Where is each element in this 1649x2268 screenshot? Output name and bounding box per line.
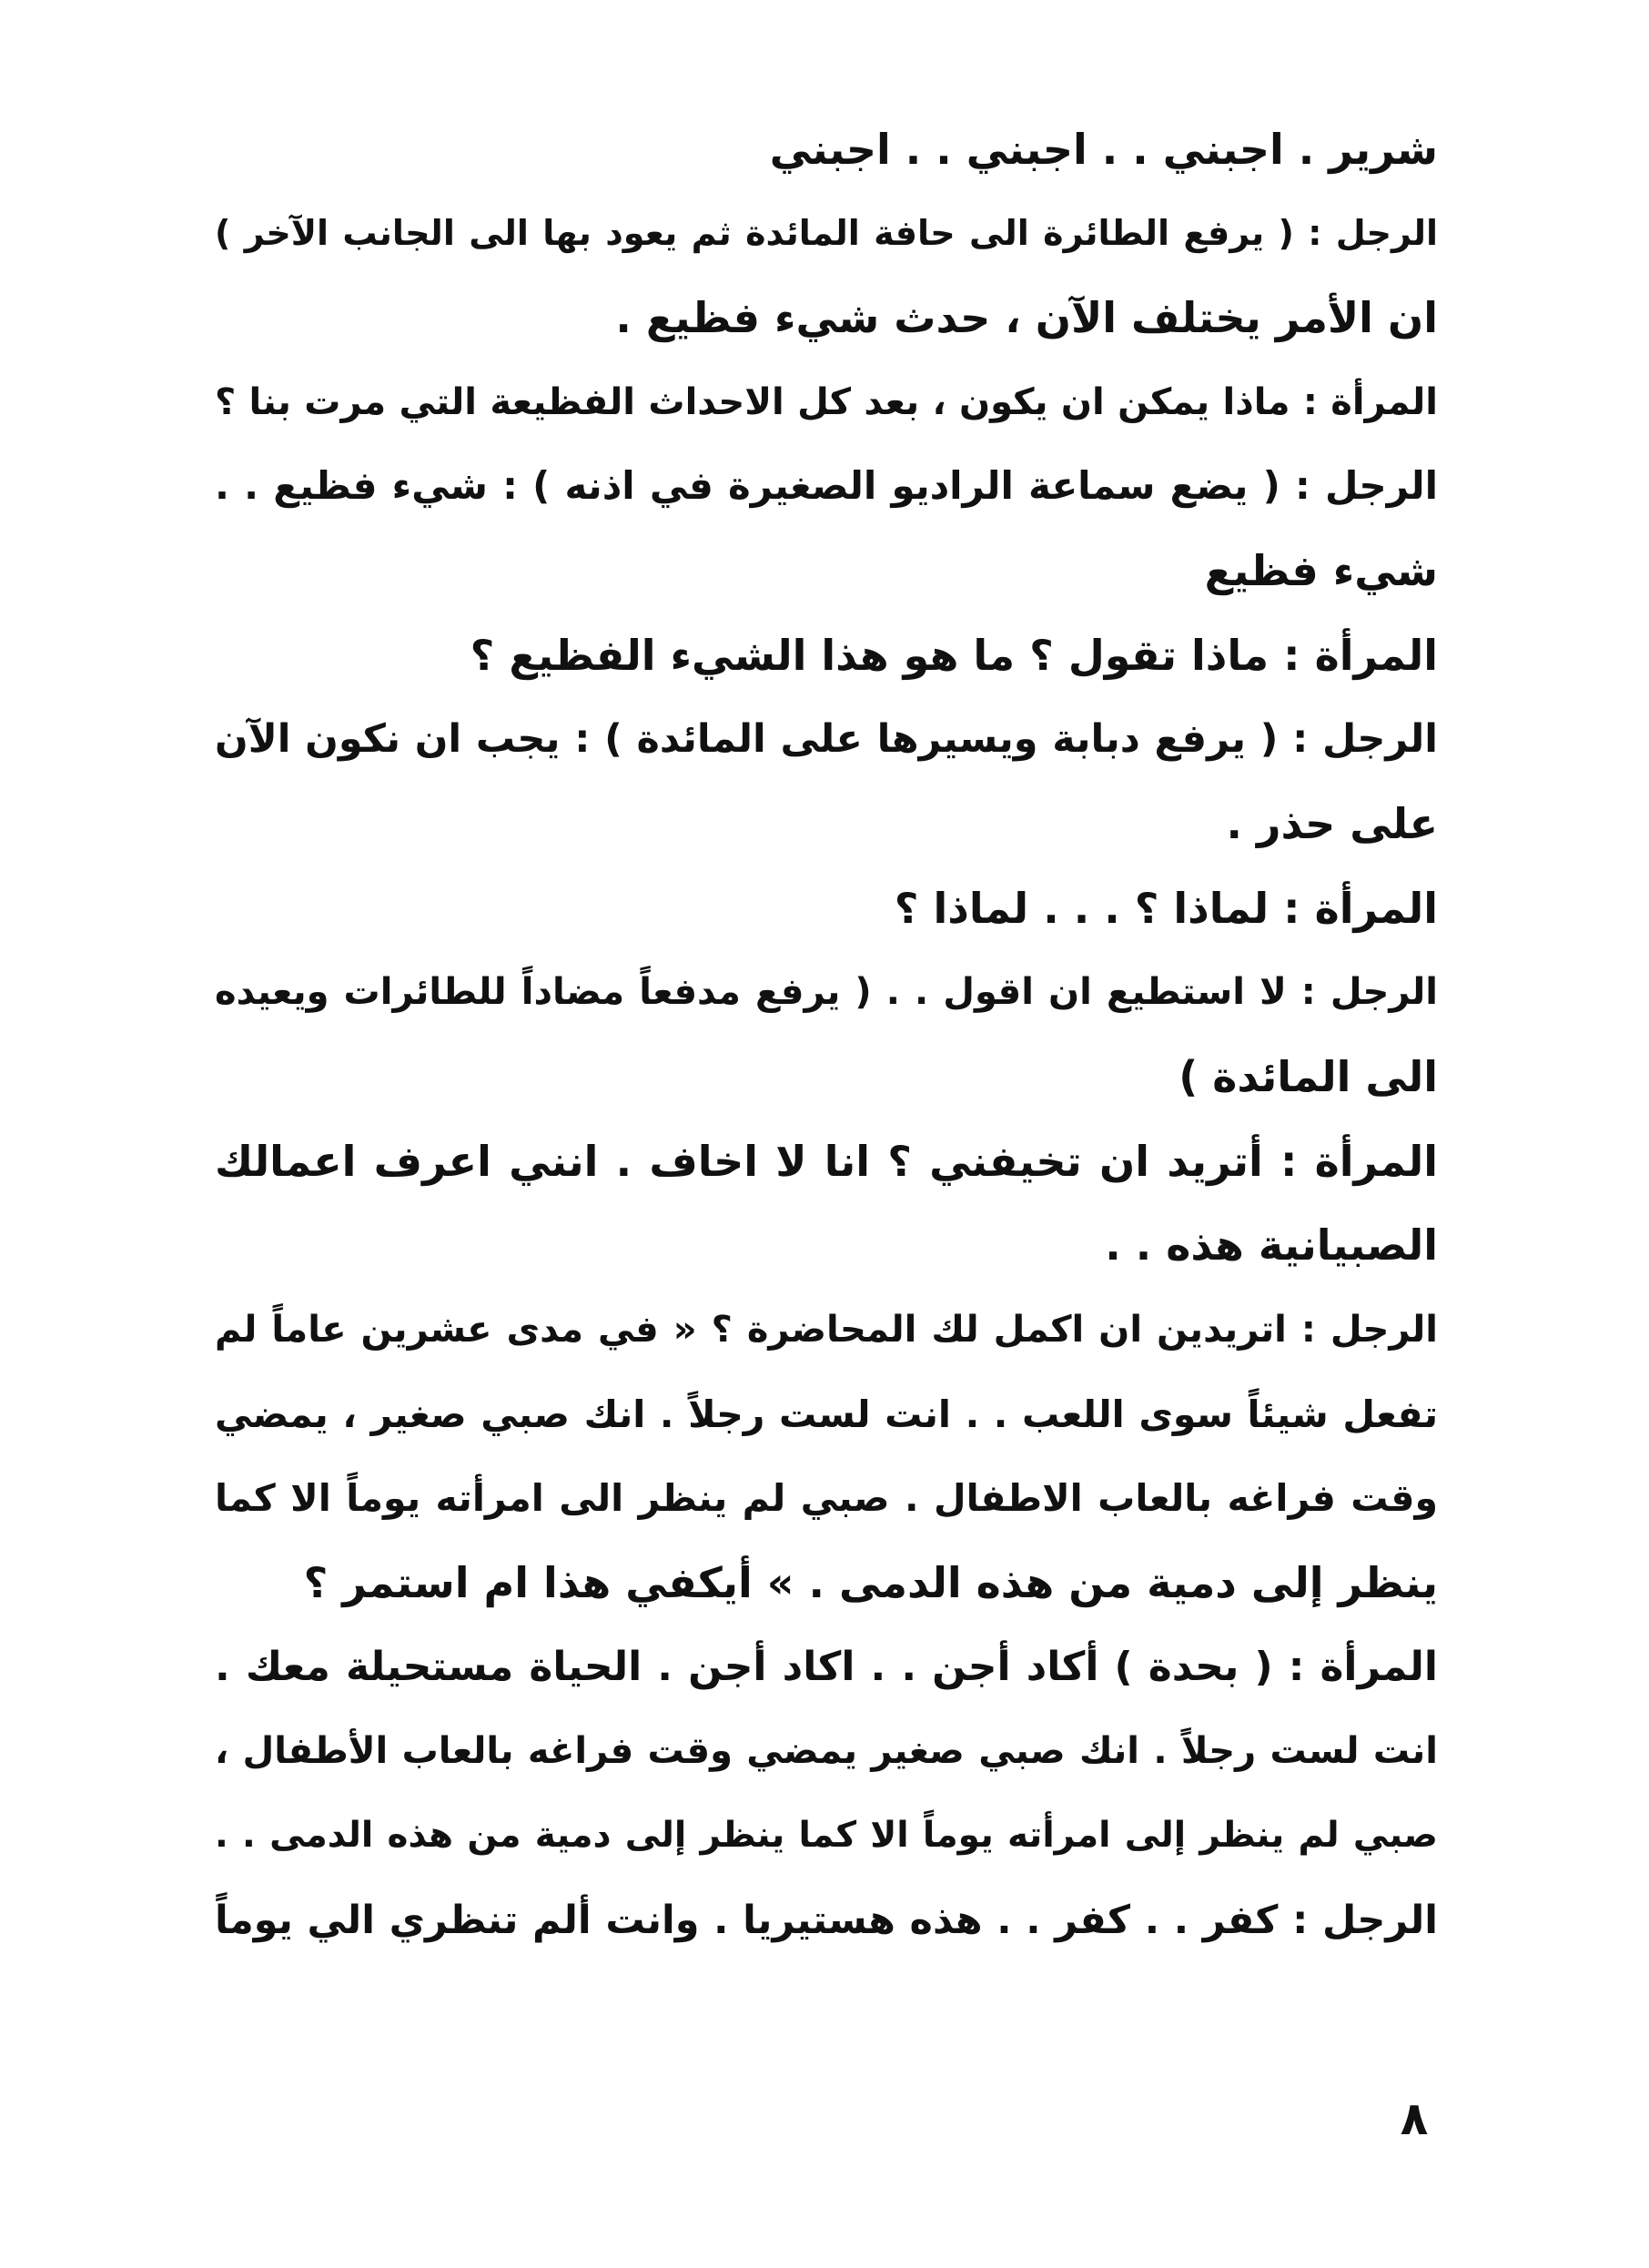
text-line-14: الصبيانية هذه . .: [1105, 1220, 1438, 1270]
text-line-7: المرأة : ماذا تقول ؟ ما هو هذا الشيء الفظيع ؟: [470, 631, 1438, 680]
text-line-15: الرجل : اتريدين ان اكمل لك المحاضرة ؟ « في مدى عشرين عاماً لم: [215, 1309, 1438, 1351]
text-line-22: الرجل : كفر . . كفر . . هذه هستيريا . وانت ألم تنظري الي يوماً: [215, 1898, 1438, 1943]
text-line-20: انت لست رجلاً . انك صبي صغير يمضي وقت فراغه بالعاب الأطفال ،: [215, 1730, 1438, 1772]
text-line-8: الرجل : ( يرفع دبابة ويسيرها على المائدة ) : يجب ان نكون الآن: [215, 716, 1438, 762]
text-line-4: المرأة : ماذا يمكن ان يكون ، بعد كل الاحداث الفظيعة التي مرت بنا ؟: [215, 381, 1438, 423]
text-line-1: شرير . اجبني . . اجبني . . اجبني: [769, 125, 1438, 174]
text-line-5: الرجل : ( يضع سماعة الراديو الصغيرة في اذنه ) : شيء فظيع . .: [215, 463, 1438, 508]
text-line-18: ينظر إلى دمية من هذه الدمى . » أيكفي هذا ام استمر ؟: [303, 1558, 1438, 1607]
text-line-19: المرأة : ( بحدة ) أكاد أجن . . اكاد أجن . الحياة مستحيلة معك .: [215, 1644, 1438, 1690]
text-line-16: تفعل شيئاً سوى اللعب . . انت لست رجلاً . انك صبي صغير ، يمضي: [215, 1392, 1438, 1436]
text-line-13: المرأة : أتريد ان تخيفني ؟ انا لا اخاف . انني اعرف اعمالك: [215, 1137, 1438, 1186]
text-line-9: على حذر .: [1226, 799, 1438, 848]
page-number: ٨: [1400, 2092, 1429, 2145]
text-line-11: الرجل : لا استطيع ان اقول . . ( يرفع مدفعاً مضاداً للطائرات ويعيده: [215, 971, 1438, 1013]
text-line-21: صبي لم ينظر إلى امرأته يوماً الا كما ينظر إلى دمية من هذه الدمى . .: [215, 1815, 1438, 1856]
text-line-3: ان الأمر يختلف الآن ، حدث شيء فظيع .: [615, 293, 1438, 342]
text-line-2: الرجل : ( يرفع الطائرة الى حافة المائدة ثم يعود بها الى الجانب الآخر ): [215, 213, 1438, 253]
text-line-6: شيء فظيع: [1204, 546, 1438, 595]
text-line-10: المرأة : لماذا ؟ . . . لماذا ؟: [894, 884, 1438, 933]
text-line-17: وقت فراغه بالعاب الاطفال . صبي لم ينظر الى امرأته يوماً الا كما: [215, 1476, 1438, 1520]
text-line-12: الى المائدة ): [1179, 1052, 1438, 1101]
